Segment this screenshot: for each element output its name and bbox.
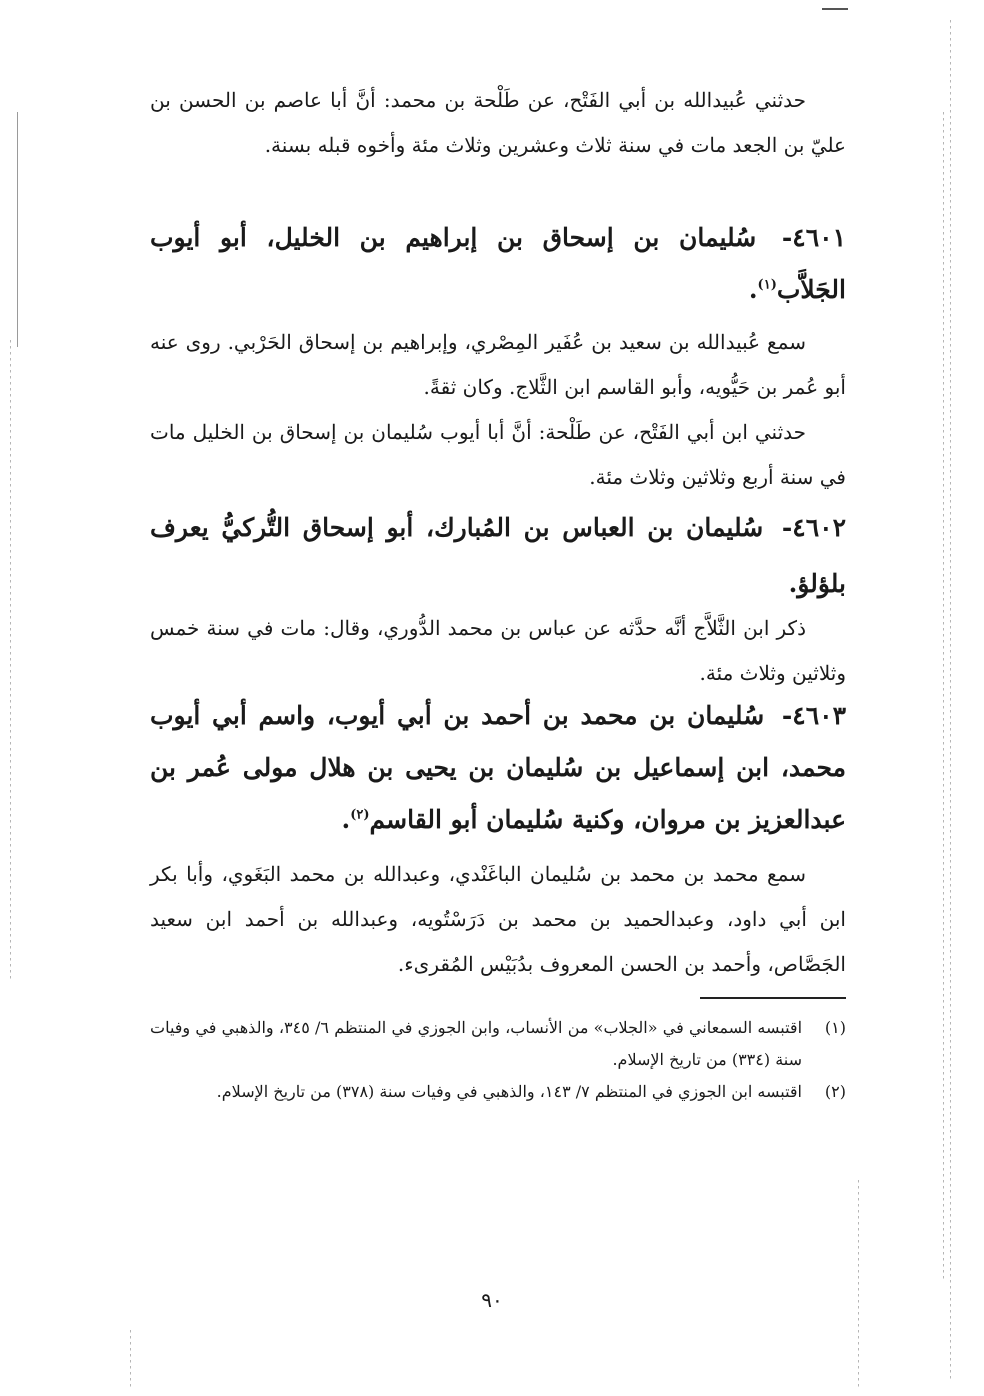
footnotes bbox=[150, 1012, 846, 1108]
paragraph-narrators-4603 bbox=[150, 852, 846, 987]
scan-margin-dots bbox=[10, 340, 11, 980]
footnote-number: (١) bbox=[824, 1018, 846, 1037]
paragraph-text: سمع محمد بن محمد بن سُليمان الباغَنْدي، وعبدالله بن محمد البَغَوي، وأبا بكر ابن أبي داود، وعبدالحميد بن محمد بن دَرَسْتُويه، وعبدالله بن أحمد ابن سعيد الجَصَّاص، وأحمد بن الحسن المعروف بدُبَيْس المُقرىء. bbox=[150, 862, 846, 976]
entry-number: ٤٦٠٣- bbox=[781, 701, 846, 730]
footnote-marker: (٢) bbox=[350, 807, 370, 823]
entry-number: ٤٦٠١- bbox=[781, 223, 846, 252]
paragraph-death-4602 bbox=[150, 606, 846, 696]
entry-name: سُليمان بن العباس بن المُبارك، أبو إسحاق التُّركيُّ يعرف بلؤلؤ. bbox=[150, 513, 846, 598]
scan-top-mark bbox=[822, 8, 848, 10]
footnote-separator bbox=[700, 997, 846, 999]
entry-heading-4602 bbox=[150, 500, 846, 612]
footnote-number: (٢) bbox=[824, 1082, 846, 1101]
paragraph-text: حدثني عُبيدالله بن أبي الفَتْح، عن طَلْحة بن محمد: أنَّ أبا عاصم بن الحسن بن عليّ بن الجعد مات في سنة ثلاث وعشرين وثلاث مئة وأخوه قبله بسنة. bbox=[150, 88, 846, 157]
paragraph-death-abu-asim bbox=[150, 78, 846, 168]
footnote-text: اقتبسه السمعاني في «الجلاب» من الأنساب، وابن الجوزي في المنتظم ٦/ ٣٤٥، والذهبي في وفيات سنة (٣٣٤) من تاريخ الإسلام. bbox=[150, 1018, 803, 1069]
footnote-1 bbox=[150, 1012, 846, 1076]
entry-name: سُليمان بن إسحاق بن إبراهيم بن الخليل، أبو أيوب الجَلاَّب bbox=[150, 223, 846, 304]
footnote-text: اقتبسه ابن الجوزي في المنتظم ٧/ ١٤٣، والذهبي في وفيات سنة (٣٧٨) من تاريخ الإسلام. bbox=[216, 1082, 802, 1101]
entry-heading-4603 bbox=[150, 690, 846, 846]
scan-margin-dots bbox=[950, 20, 951, 1380]
entry-heading-4601 bbox=[150, 212, 846, 316]
entry-number: ٤٦٠٢- bbox=[781, 513, 846, 542]
paragraph-text: ذكر ابن الثَّلاَّج أنَّه حدَّثه عن عباس بن محمد الدُّوري، وقال: مات في سنة خمس وثلاثين وثلاث مئة. bbox=[150, 616, 846, 685]
scan-margin-dots bbox=[130, 1330, 131, 1390]
footnote-marker: (١) bbox=[757, 277, 777, 293]
page-number: ٩٠ bbox=[481, 1288, 503, 1312]
paragraph-death-4601 bbox=[150, 410, 846, 500]
paragraph-narrators-4601 bbox=[150, 320, 846, 410]
paragraph-text: حدثني ابن أبي الفَتْح، عن طَلْحة: أنَّ أبا أيوب سُليمان بن إسحاق بن الخليل مات في سنة أربع وثلاثين وثلاث مئة. bbox=[150, 420, 846, 489]
footnote-2 bbox=[150, 1076, 846, 1108]
entry-end-dot: . bbox=[748, 275, 758, 304]
entry-end-dot: . bbox=[341, 805, 351, 834]
scan-margin-dots bbox=[858, 1180, 859, 1390]
paragraph-text: سمع عُبيدالله بن سعيد بن عُفَير المِصْري، وإبراهيم بن إسحاق الحَرْبي. روى عنه أبو عُمر بن حَيُّويه، وأبو القاسم ابن الثَّلاج. وكان ثقةً. bbox=[150, 330, 846, 399]
entry-name: سُليمان بن محمد بن أحمد بن أبي أيوب، واسم أبي أيوب محمد، ابن إسماعيل بن سُليمان بن يحيى بن هلال مولى عُمر بن عبدالعزيز بن مروان، وكنية سُليمان أبو القاسم bbox=[150, 701, 846, 834]
scan-margin-line bbox=[17, 112, 18, 347]
scan-margin-dots bbox=[943, 112, 944, 1282]
